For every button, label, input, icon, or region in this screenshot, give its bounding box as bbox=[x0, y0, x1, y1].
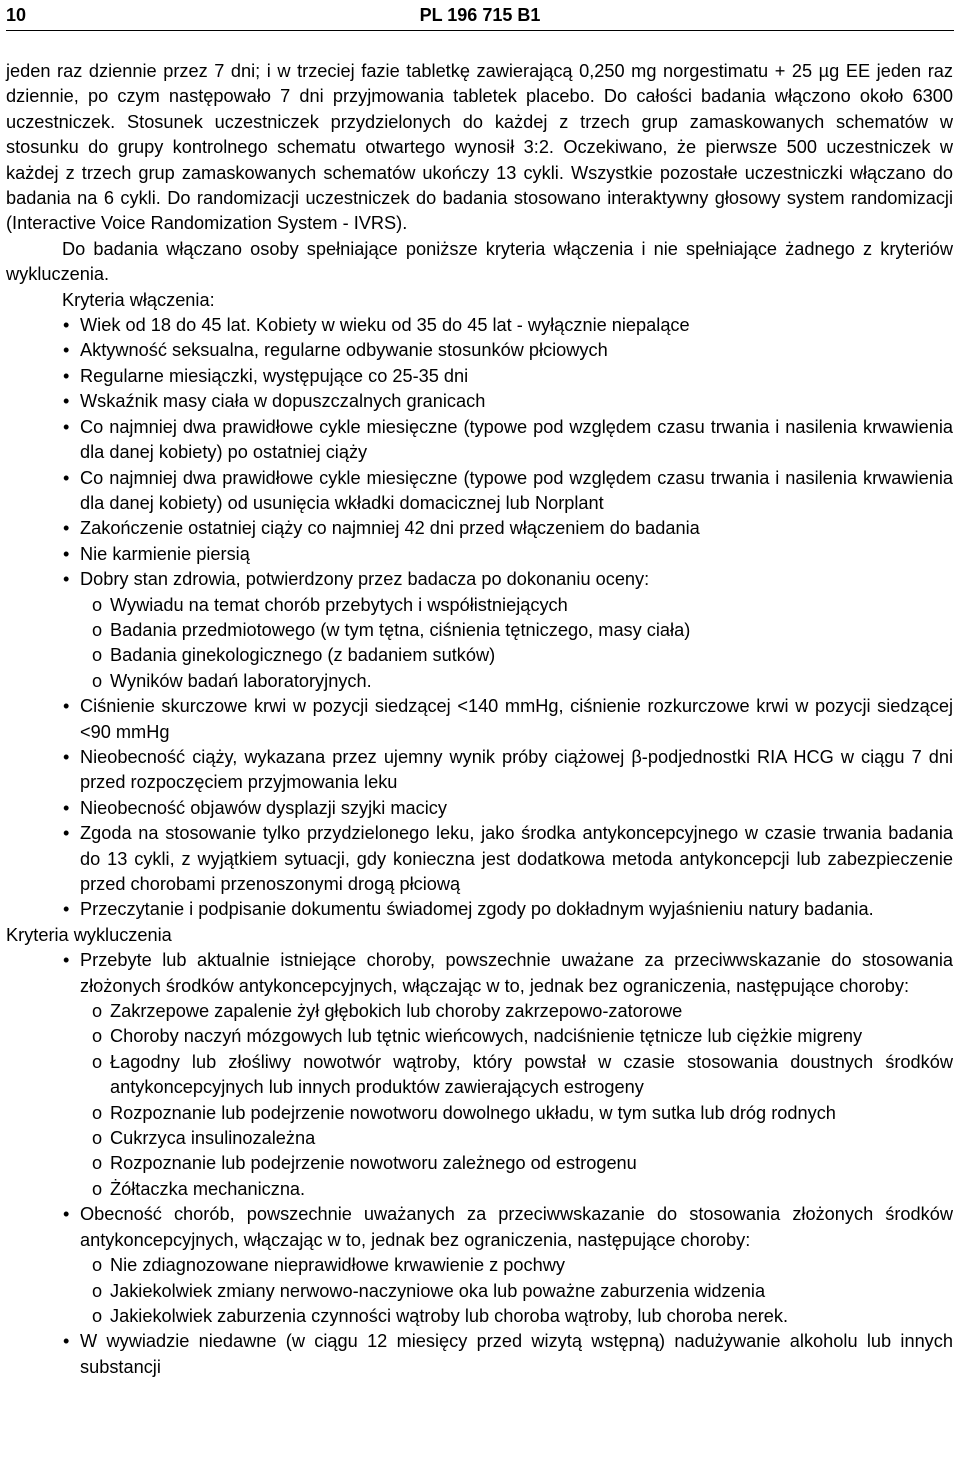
exclusion-item: • Przebyte lub aktualnie istniejące choroby, powszechnie uważane za przeciwwskazanie do stosowania złożonych środków antykoncepcyjnych, włączając w to, jednak bez ograniczenia, następujące choroby: bbox=[6, 948, 953, 999]
exclusion-subitem: o Cukrzyca insulinozależna bbox=[6, 1126, 953, 1151]
exclusion-subitem: o Łagodny lub złośliwy nowotwór wątroby, który powstał w czasie stosowania doustnych środków antykoncepcyjnych lub innych produktów zawierających estrogeny bbox=[6, 1050, 953, 1101]
health-subitem: o Badania przedmiotowego (w tym tętna, ciśnienia tętniczego, masy ciała) bbox=[6, 618, 953, 643]
inclusion-item: • Nieobecność objawów dysplazji szyjki macicy bbox=[6, 796, 953, 821]
inclusion-item: • Aktywność seksualna, regularne odbywanie stosunków płciowych bbox=[6, 338, 953, 363]
inclusion-item: • Wiek od 18 do 45 lat. Kobiety w wieku od 35 do 45 lat - wyłącznie niepalące bbox=[6, 313, 953, 338]
exclusion-item: • Obecność chorób, powszechnie uważanych za przeciwwskazanie do stosowania złożonych środków antykoncepcyjnych, włączając w to, jednak bez ograniczenia, następujące choroby: bbox=[6, 1202, 953, 1253]
inclusion-item: • Nieobecność ciąży, wykazana przez ujemny wynik próby ciążowej β-podjednostki RIA HCG w ciągu 7 dni przed rozpoczęciem przyjmowania leku bbox=[6, 745, 953, 796]
inclusion-list bbox=[6, 313, 953, 592]
exclusion-item: • W wywiadzie niedawne (w ciągu 12 miesięcy przed wizytą wstępną) nadużywanie alkoholu lub innych substancji bbox=[6, 1329, 953, 1380]
inclusion-item: • Dobry stan zdrowia, potwierdzony przez badacza po dokonaniu oceny: bbox=[6, 567, 953, 592]
exclusion-list-3 bbox=[6, 1329, 953, 1380]
inclusion-item: • Wskaźnik masy ciała w dopuszczalnych granicach bbox=[6, 389, 953, 414]
header-rule bbox=[6, 30, 954, 31]
page-number: 10 bbox=[6, 5, 27, 25]
inclusion-item: • Przeczytanie i podpisanie dokumentu świadomej zgody po dokładnym wyjaśnieniu natury badania. bbox=[6, 897, 953, 922]
intro-paragraph: jeden raz dziennie przez 7 dni; i w trzeciej fazie tabletkę zawierającą 0,250 mg norgestimatu + 25 µg EE jeden raz dziennie, po czym następowało 7 dni przyjmowania tabletek placebo. Do całości badania włączono około 6300 uczestniczek. Stosunek uczestniczek przydzielonych do każdej z trzech grup zamaskowanych schematów w stosunku do grupy kontrolnego schematu otwartego wynosił 3:2. Oczekiwano, że pierwsze 500 uczestniczek w każdej z trzech grup zamaskowanych schematów ukończy 13 cykli. Wszystkie pozostałe uczestniczki włączano do badania na 6 cykli. Do randomizacji uczestniczek do badania stosowano interaktywny głosowy system randomizacji (Interactive Voice Randomization System - IVRS). bbox=[6, 61, 953, 234]
inclusion-item: • Regularne miesiączki, występujące co 25-35 dni bbox=[6, 364, 953, 389]
exclusion-subitem: o Choroby naczyń mózgowych lub tętnic wieńcowych, nadciśnienie tętnicze lub ciężkie migreny bbox=[6, 1024, 953, 1049]
inclusion-item: • Zgoda na stosowanie tylko przydzielonego leku, jako środka antykoncepcyjnego w czasie trwania badania do 13 cykli, z wyjątkiem sytuacji, gdy konieczna jest dodatkowa metoda antykoncepcji lub zabezpieczenie przed chorobami przenoszonymi drogą płciową bbox=[6, 821, 953, 897]
exclusion-subitem: o Jakiekolwiek zmiany nerwowo-naczyniowe oka lub poważne zaburzenia widzenia bbox=[6, 1279, 953, 1304]
inclusion-item: • Zakończenie ostatniej ciąży co najmniej 42 dni przed włączeniem do badania bbox=[6, 516, 953, 541]
exclusion-subitem: o Rozpoznanie lub podejrzenie nowotworu zależnego od estrogenu bbox=[6, 1151, 953, 1176]
exclusion-subitem: o Zakrzepowe zapalenie żył głębokich lub choroby zakrzepowo-zatorowe bbox=[6, 999, 953, 1024]
exclusion-subitem: o Żółtaczka mechaniczna. bbox=[6, 1177, 953, 1202]
health-assessment-sublist bbox=[6, 593, 953, 695]
page-header bbox=[6, 0, 954, 28]
document-body bbox=[6, 59, 953, 1380]
exclusion-subitem: o Jakiekolwiek zaburzenia czynności wątroby lub choroba wątroby, lub choroba nerek. bbox=[6, 1304, 953, 1329]
exclusion-subitem: o Nie zdiagnozowane nieprawidłowe krwawienie z pochwy bbox=[6, 1253, 953, 1278]
exclusion-subitem: o Rozpoznanie lub podejrzenie nowotworu dowolnego układu, w tym sutka lub dróg rodnych bbox=[6, 1101, 953, 1126]
health-subitem: o Wyników badań laboratoryjnych. bbox=[6, 669, 953, 694]
criteria-intro-paragraph: Do badania włączano osoby spełniające poniższe kryteria włączenia i nie spełniające żadnego z kryteriów wykluczenia. bbox=[6, 238, 953, 285]
exclusion-heading: Kryteria wykluczenia bbox=[6, 924, 172, 945]
health-subitem: o Badania ginekologicznego (z badaniem sutków) bbox=[6, 643, 953, 668]
inclusion-heading: Kryteria włączenia: bbox=[62, 289, 215, 310]
inclusion-item: • Co najmniej dwa prawidłowe cykle miesięczne (typowe pod względem czasu trwania i nasilenia krwawienia dla danej kobiety) od usunięcia wkładki domacicznej lub Norplant bbox=[6, 466, 953, 517]
exclusion-list-2 bbox=[6, 1202, 953, 1253]
exclusion-list bbox=[6, 948, 953, 999]
health-subitem: o Wywiadu na temat chorób przebytych i współistniejących bbox=[6, 593, 953, 618]
inclusion-item: • Ciśnienie skurczowe krwi w pozycji siedzącej <140 mmHg, ciśnienie rozkurczowe krwi w pozycji siedzącej <90 mmHg bbox=[6, 694, 953, 745]
inclusion-list-continued bbox=[6, 694, 953, 923]
inclusion-item: • Nie karmienie piersią bbox=[6, 542, 953, 567]
exclusion-condition-sublist bbox=[6, 1253, 953, 1329]
exclusion-disease-sublist bbox=[6, 999, 953, 1202]
inclusion-item: • Co najmniej dwa prawidłowe cykle miesięczne (typowe pod względem czasu trwania i nasilenia krwawienia dla danej kobiety) po ostatniej ciąży bbox=[6, 415, 953, 466]
patent-id: PL 196 715 B1 bbox=[419, 5, 541, 25]
